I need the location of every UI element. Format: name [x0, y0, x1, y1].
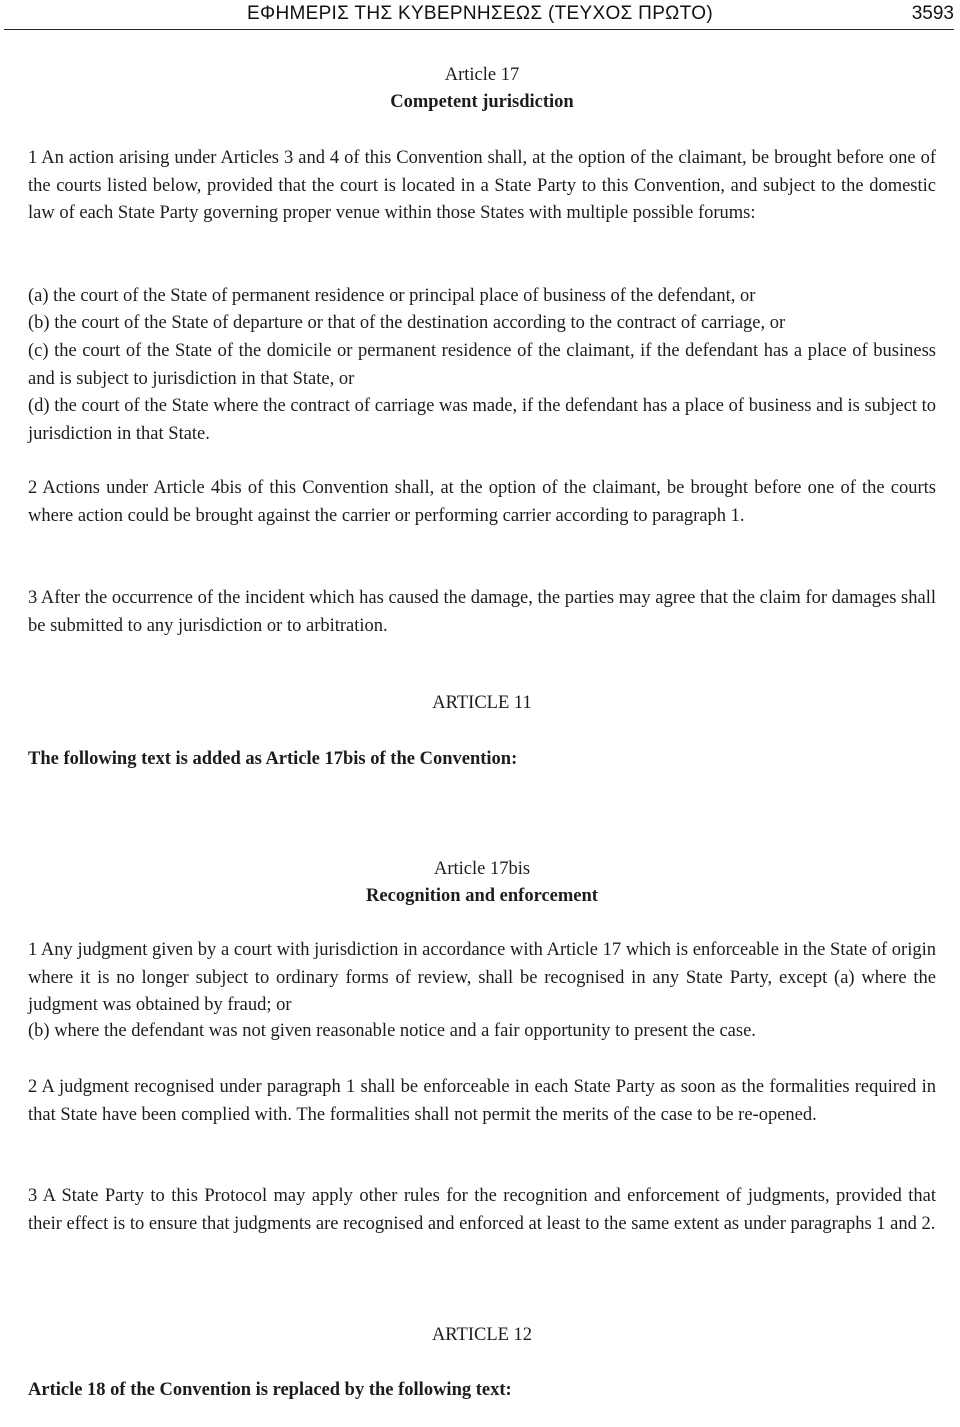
article-17-item-d: (d) the court of the State where the contract of carriage was made, if the defendant has a place of business and is subject to jurisdiction in that State. — [28, 396, 936, 444]
article-12-heading: ARTICLE 12 — [431, 1325, 533, 1345]
article-11-heading: ARTICLE 11 — [432, 693, 532, 713]
header-rule — [4, 29, 954, 30]
article-17bis-paragraph-2: 2 A judgment recognised under paragraph 1 shall be enforceable in each State Party as soon as the formalities required in that State have been complied with. The formalities shall not permit the merits of the case to be re-opened. — [28, 1077, 936, 1125]
article-17-paragraph-1: 1 An action arising under Articles 3 and 4 of this Convention shall, at the option of the claimant, be brought before one of the courts listed below, provided that the court is located in a State Party to this Convention, and subject to the domestic law of each State Party governing proper venue within those States with multiple possible forums: — [28, 148, 936, 223]
article-17-item-b: (b) the court of the State of departure or that of the destination according to the contract of carriage, or — [28, 313, 786, 333]
article-17-heading: Article 17 — [444, 65, 520, 85]
article-17-paragraph-2: 2 Actions under Article 4bis of this Convention shall, at the option of the claimant, be brought before one of the courts where action could be brought against the carrier or performing carrier according to paragraph 1. — [28, 478, 936, 526]
article-17bis-subheading: Recognition and enforcement — [366, 886, 598, 906]
article-17bis-paragraph-1b: (b) where the defendant was not given reasonable notice and a fair opportunity to present the case. — [28, 1021, 756, 1041]
article-17bis-heading: Article 17bis — [433, 859, 531, 879]
article-17-item-c: (c) the court of the State of the domicile or permanent residence of the claimant, if the defendant has a place of business and is subject to jurisdiction in that State, or — [28, 341, 936, 389]
article-17-subheading: Competent jurisdiction — [390, 92, 574, 112]
article-17-item-a: (a) the court of the State of permanent residence or principal place of business of the defendant, or — [28, 286, 756, 306]
article-12-intro: Article 18 of the Convention is replaced by the following text: — [28, 1380, 512, 1400]
article-17bis-paragraph-3: 3 A State Party to this Protocol may apply other rules for the recognition and enforcement of judgments, provided that their effect is to ensure that judgments are recognised and enforced at least to the same extent as under paragraphs 1 and 2. — [28, 1186, 936, 1234]
journal-title: ΕΦΗΜΕΡΙΣ ΤΗΣ ΚΥΒΕΡΝΗΣΕΩΣ (ΤΕΥΧΟΣ ΠΡΩΤΟ) — [247, 3, 713, 24]
article-11-intro: The following text is added as Article 17bis of the Convention: — [28, 749, 518, 769]
page-number: 3593 — [911, 3, 954, 24]
article-17-paragraph-3: 3 After the occurrence of the incident which has caused the damage, the parties may agree that the claim for damages shall be submitted to any jurisdiction or to arbitration. — [28, 588, 936, 636]
page-header — [0, 0, 960, 30]
article-17bis-paragraph-1: 1 Any judgment given by a court with jurisdiction in accordance with Article 17 which is enforceable in the State of origin where it is no longer subject to ordinary forms of review, shall be recognised in any State Party, except (a) where the judgment was obtained by fraud; or — [28, 940, 936, 1015]
